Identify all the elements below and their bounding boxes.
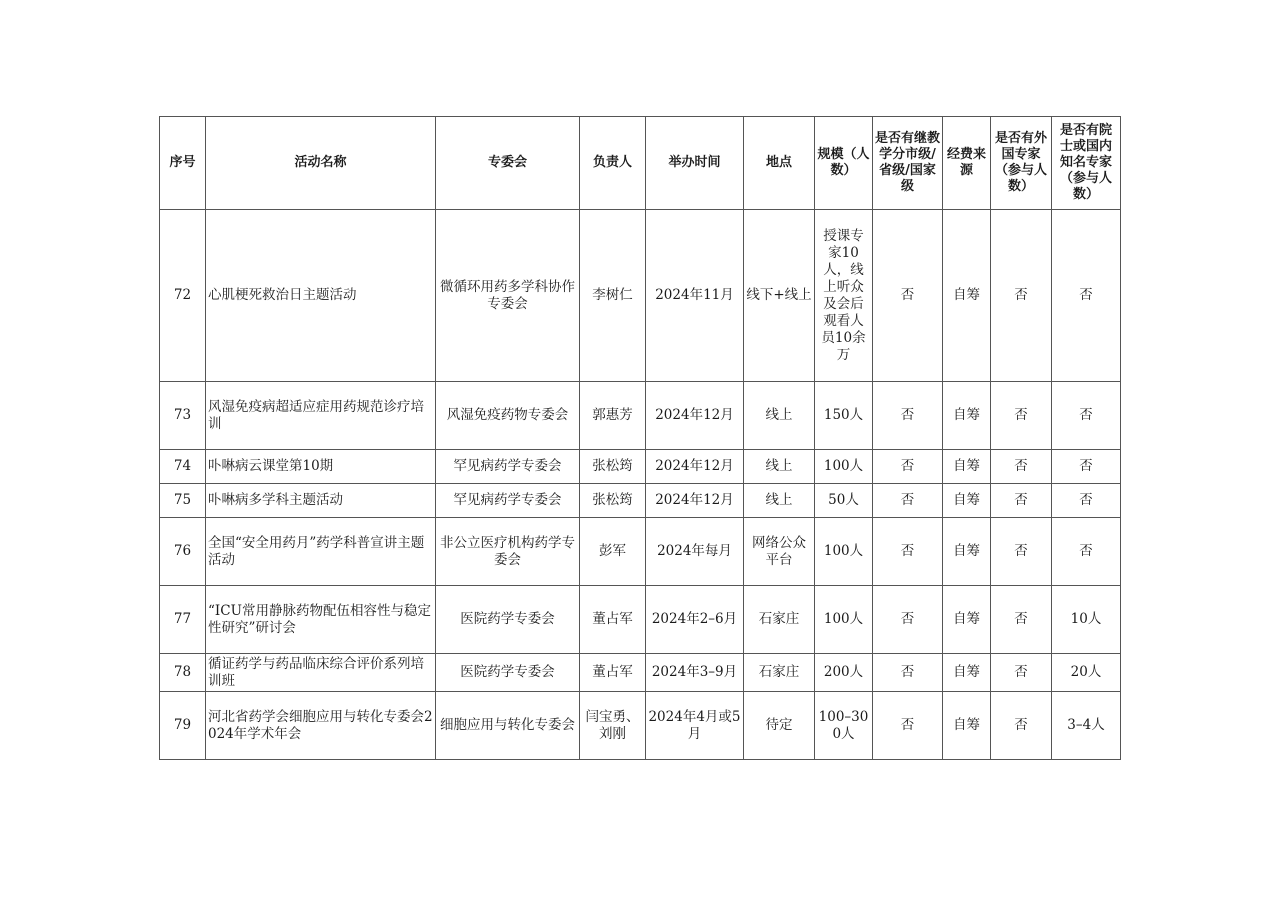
- cell-foreign-experts: 否: [991, 692, 1052, 760]
- cell-funding: 自筹: [943, 484, 991, 518]
- cell-scale: 100人: [815, 518, 873, 586]
- header-person-in-charge: 负责人: [580, 117, 646, 210]
- cell-committee: 细胞应用与转化专委会: [436, 692, 580, 760]
- cell-domestic-experts: 3–4人: [1052, 692, 1121, 760]
- activity-table: [159, 116, 1121, 760]
- cell-foreign-experts: 否: [991, 210, 1052, 382]
- header-scale: 规模（人数）: [815, 117, 873, 210]
- cell-date: 2024年3–9月: [646, 654, 744, 692]
- cell-credits: 否: [873, 518, 943, 586]
- header-committee: 专委会: [436, 117, 580, 210]
- cell-funding: 自筹: [943, 586, 991, 654]
- cell-index: 79: [160, 692, 206, 760]
- cell-domestic-experts: 否: [1052, 518, 1121, 586]
- cell-location: 网络公众平台: [744, 518, 815, 586]
- cell-person-in-charge: 郭惠芳: [580, 382, 646, 450]
- cell-location: 线上: [744, 382, 815, 450]
- cell-foreign-experts: 否: [991, 484, 1052, 518]
- cell-funding: 自筹: [943, 450, 991, 484]
- cell-activity-name: “ICU常用静脉药物配伍相容性与稳定性研究”研讨会: [206, 586, 436, 654]
- cell-date: 2024年2–6月: [646, 586, 744, 654]
- cell-committee: 非公立医疗机构药学专委会: [436, 518, 580, 586]
- table-row: [160, 518, 1121, 586]
- cell-index: 76: [160, 518, 206, 586]
- cell-date: 2024年12月: [646, 484, 744, 518]
- header-credits: 是否有继教学分市级/省级/国家级: [873, 117, 943, 210]
- cell-funding: 自筹: [943, 518, 991, 586]
- cell-activity-name: 卟啉病多学科主题活动: [206, 484, 436, 518]
- cell-index: 72: [160, 210, 206, 382]
- cell-scale: 100人: [815, 586, 873, 654]
- cell-index: 75: [160, 484, 206, 518]
- cell-date: 2024年每月: [646, 518, 744, 586]
- cell-person-in-charge: 李树仁: [580, 210, 646, 382]
- cell-scale: 200人: [815, 654, 873, 692]
- cell-scale: 150人: [815, 382, 873, 450]
- header-location: 地点: [744, 117, 815, 210]
- cell-date: 2024年12月: [646, 450, 744, 484]
- cell-funding: 自筹: [943, 382, 991, 450]
- cell-index: 74: [160, 450, 206, 484]
- cell-domestic-experts: 否: [1052, 382, 1121, 450]
- cell-committee: 医院药学专委会: [436, 586, 580, 654]
- cell-activity-name: 风湿免疫病超适应症用药规范诊疗培训: [206, 382, 436, 450]
- cell-domestic-experts: 10人: [1052, 586, 1121, 654]
- header-activity-name: 活动名称: [206, 117, 436, 210]
- cell-foreign-experts: 否: [991, 450, 1052, 484]
- cell-foreign-experts: 否: [991, 382, 1052, 450]
- cell-person-in-charge: 董占军: [580, 586, 646, 654]
- cell-person-in-charge: 董占军: [580, 654, 646, 692]
- cell-credits: 否: [873, 654, 943, 692]
- cell-credits: 否: [873, 450, 943, 484]
- cell-foreign-experts: 否: [991, 654, 1052, 692]
- cell-activity-name: 卟啉病云课堂第10期: [206, 450, 436, 484]
- cell-domestic-experts: 20人: [1052, 654, 1121, 692]
- table-row: [160, 654, 1121, 692]
- cell-location: 线上: [744, 450, 815, 484]
- table-row: [160, 450, 1121, 484]
- cell-location: 线上: [744, 484, 815, 518]
- cell-scale: 100人: [815, 450, 873, 484]
- cell-scale: 授课专家10人，线上听众及会后观看人员10余万: [815, 210, 873, 382]
- cell-scale: 100–300人: [815, 692, 873, 760]
- cell-person-in-charge: 张松筠: [580, 484, 646, 518]
- cell-foreign-experts: 否: [991, 586, 1052, 654]
- header-index: 序号: [160, 117, 206, 210]
- cell-committee: 罕见病药学专委会: [436, 450, 580, 484]
- cell-credits: 否: [873, 382, 943, 450]
- cell-credits: 否: [873, 210, 943, 382]
- cell-domestic-experts: 否: [1052, 484, 1121, 518]
- cell-person-in-charge: 张松筠: [580, 450, 646, 484]
- cell-committee: 罕见病药学专委会: [436, 484, 580, 518]
- cell-committee: 医院药学专委会: [436, 654, 580, 692]
- cell-funding: 自筹: [943, 210, 991, 382]
- cell-index: 73: [160, 382, 206, 450]
- cell-funding: 自筹: [943, 692, 991, 760]
- cell-location: 线下+线上: [744, 210, 815, 382]
- table-body: [160, 210, 1121, 760]
- header-date: 举办时间: [646, 117, 744, 210]
- table-row: [160, 210, 1121, 382]
- cell-activity-name: 全国“安全用药月”药学科普宣讲主题活动: [206, 518, 436, 586]
- cell-date: 2024年4月或5月: [646, 692, 744, 760]
- cell-foreign-experts: 否: [991, 518, 1052, 586]
- cell-funding: 自筹: [943, 654, 991, 692]
- cell-person-in-charge: 彭军: [580, 518, 646, 586]
- cell-index: 77: [160, 586, 206, 654]
- table-header-row: [160, 117, 1121, 210]
- cell-credits: 否: [873, 484, 943, 518]
- cell-date: 2024年12月: [646, 382, 744, 450]
- table-row: [160, 586, 1121, 654]
- cell-committee: 风湿免疫药物专委会: [436, 382, 580, 450]
- header-domestic-experts: 是否有院士或国内知名专家（参与人数）: [1052, 117, 1121, 210]
- cell-location: 石家庄: [744, 654, 815, 692]
- cell-scale: 50人: [815, 484, 873, 518]
- cell-location: 待定: [744, 692, 815, 760]
- cell-activity-name: 河北省药学会细胞应用与转化专委会2024年学术年会: [206, 692, 436, 760]
- cell-domestic-experts: 否: [1052, 450, 1121, 484]
- header-funding: 经费来源: [943, 117, 991, 210]
- cell-location: 石家庄: [744, 586, 815, 654]
- cell-committee: 微循环用药多学科协作专委会: [436, 210, 580, 382]
- cell-index: 78: [160, 654, 206, 692]
- cell-activity-name: 心肌梗死救治日主题活动: [206, 210, 436, 382]
- table-row: [160, 692, 1121, 760]
- cell-credits: 否: [873, 586, 943, 654]
- table-row: [160, 484, 1121, 518]
- header-foreign-experts: 是否有外国专家（参与人数）: [991, 117, 1052, 210]
- cell-date: 2024年11月: [646, 210, 744, 382]
- cell-credits: 否: [873, 692, 943, 760]
- cell-activity-name: 循证药学与药品临床综合评价系列培训班: [206, 654, 436, 692]
- cell-domestic-experts: 否: [1052, 210, 1121, 382]
- cell-person-in-charge: 闫宝勇、刘刚: [580, 692, 646, 760]
- table-row: [160, 382, 1121, 450]
